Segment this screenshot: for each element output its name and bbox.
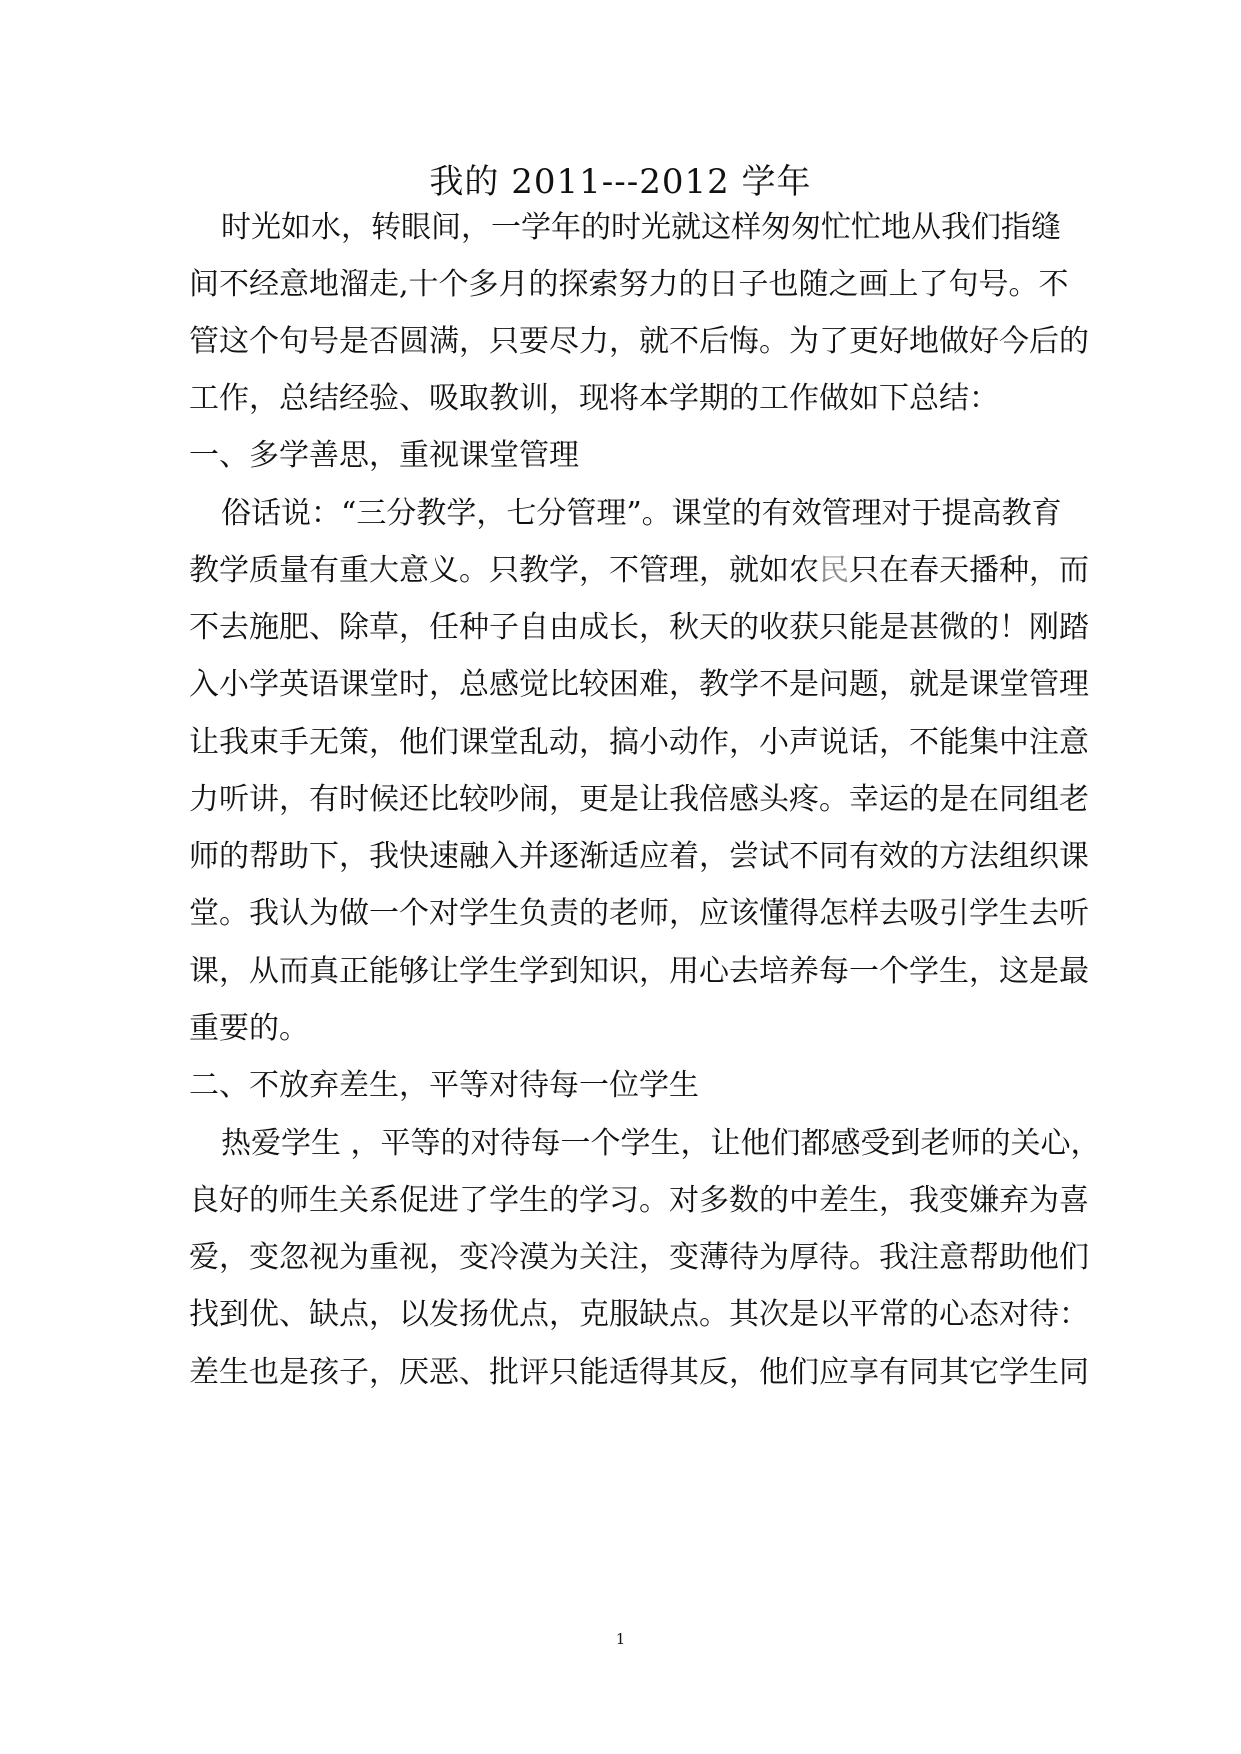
document-title: 我的 2011---2012 学年: [429, 162, 812, 202]
paragraph-2-line-9: 课，从而真正能够让学生学到知识，用心去培养每一个学生，这是最: [189, 954, 1089, 989]
paragraph-2-line-2-part-a: 教学质量有重大意义。只教学，不管理，就如农: [189, 553, 819, 588]
paragraph-3-line-3: 爱，变忽视为重视，变冷漠为关注，变薄待为厚待。我注意帮助他们: [189, 1240, 1089, 1275]
faded-character: 民: [819, 553, 849, 588]
paragraph-1-line-3: 管这个句号是否圆满，只要尽力，就不后悔。为了更好地做好今后的: [189, 324, 1089, 359]
paragraph-2-line-2-part-c: 只在春天播种，而: [849, 553, 1089, 588]
paragraph-2-line-10: 重要的。: [189, 1011, 309, 1046]
paragraph-3-line-1: 热爱学生 ，平等的对待每一个学生，让他们都感受到老师的关心，: [221, 1126, 1101, 1161]
paragraph-1-line-2: 间不经意地溜走,十个多月的探索努力的日子也随之画上了句号。不: [189, 267, 1069, 302]
paragraph-2-line-4: 入小学英语课堂时，总感觉比较困难，教学不是问题，就是课堂管理: [189, 667, 1089, 702]
paragraph-3-line-4: 找到优、缺点，以发扬优点，克服缺点。其次是以平常的心态对待：: [189, 1297, 1089, 1332]
paragraph-2-line-5: 让我束手无策，他们课堂乱动，搞小动作，小声说话，不能集中注意: [189, 725, 1089, 760]
paragraph-2-line-7: 师的帮助下，我快速融入并逐渐适应着，尝试不同有效的方法组织课: [189, 839, 1089, 874]
paragraph-1-line-1: 时光如水，转眼间，一学年的时光就这样匆匆忙忙地从我们指缝: [221, 210, 1061, 245]
section-heading-1: 一、多学善思，重视课堂管理: [189, 438, 579, 473]
paragraph-1-line-4: 工作，总结经验、吸取教训，现将本学期的工作做如下总结：: [189, 381, 999, 416]
page-number: 1: [615, 1630, 626, 1648]
paragraph-2-line-8: 堂。我认为做一个对学生负责的老师，应该懂得怎样去吸引学生去听: [189, 896, 1089, 931]
paragraph-2-line-2: [189, 553, 1089, 589]
paragraph-2-line-6: 力听讲，有时候还比较吵闹，更是让我倍感头疼。幸运的是在同组老: [189, 782, 1089, 817]
paragraph-2-line-1: 俗话说：“三分教学，七分管理”。课堂的有效管理对于提高教育: [221, 496, 1062, 531]
section-heading-2: 二、不放弃差生，平等对待每一位学生: [189, 1068, 699, 1103]
paragraph-2-line-3: 不去施肥、除草，任种子自由成长，秋天的收获只能是甚微的！刚踏: [189, 610, 1089, 645]
paragraph-3-line-2: 良好的师生关系促进了学生的学习。对多数的中差生，我变嫌弃为喜: [189, 1183, 1089, 1218]
paragraph-3-line-5: 差生也是孩子，厌恶、批评只能适得其反，他们应享有同其它学生同: [189, 1355, 1089, 1390]
